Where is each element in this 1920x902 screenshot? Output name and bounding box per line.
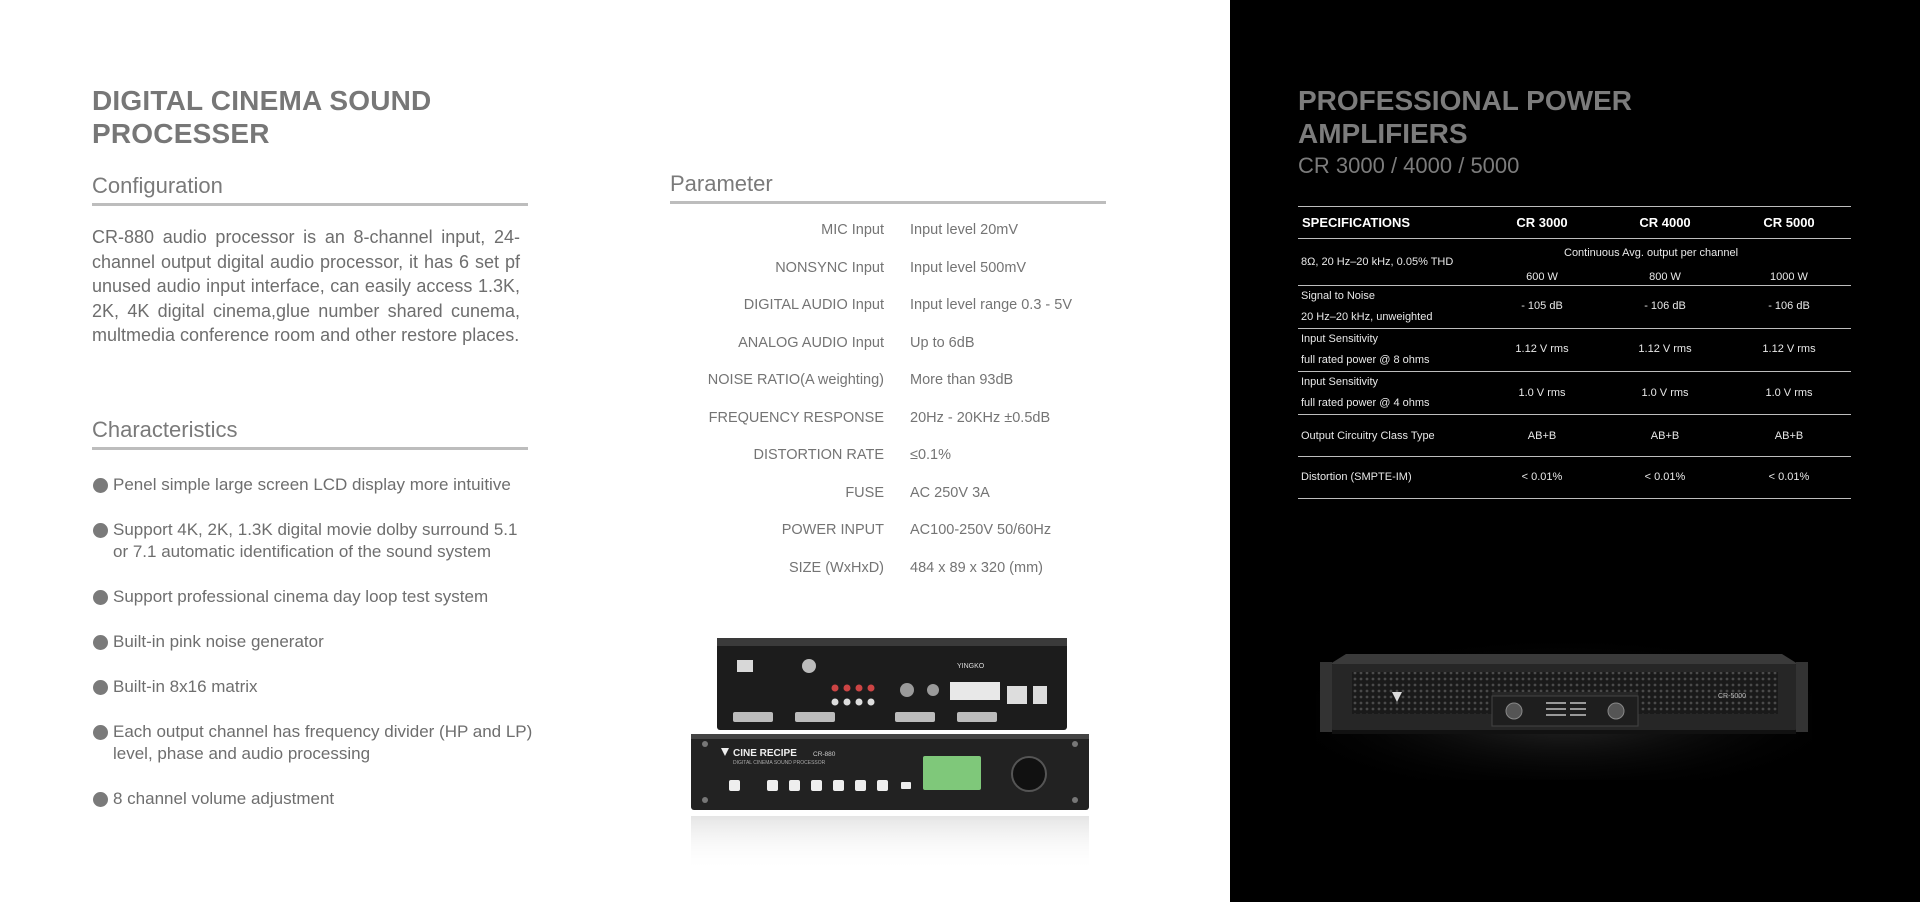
parameter-row xyxy=(670,260,1190,282)
parameter-row xyxy=(670,447,1190,469)
parameter-label: NONSYNC Input xyxy=(775,259,884,276)
bullet-icon xyxy=(93,725,108,740)
processor-subtitle-label: DIGITAL CINEMA SOUND PROCESSOR xyxy=(733,760,826,766)
characteristics-list xyxy=(92,474,612,810)
bullet-icon xyxy=(93,792,108,807)
parameter-label: DISTORTION RATE xyxy=(753,447,884,463)
amplifier-title-line1: PROFESSIONAL POWER xyxy=(1298,85,1632,116)
spec-value: 600 W xyxy=(1526,271,1558,283)
right-gain-knob-icon xyxy=(1608,703,1624,719)
processor-brand-label: CINE RECIPE xyxy=(733,748,797,759)
spec-value: 800 W xyxy=(1649,271,1681,283)
spec-value: - 105 dB xyxy=(1521,300,1563,312)
configuration-text: CR-880 audio processor is an 8-channel input, 24-channel output digital audio processor, it has 6 set pf unused audio input interface, can easily access 1.3K, 2K, 4K digital cinema,glue number shared cunema, multmedia conference room and other restore places. xyxy=(92,227,520,345)
parameter-label: ANALOG AUDIO Input xyxy=(738,334,884,351)
spec-value: < 0.01% xyxy=(1768,471,1810,483)
parameter-value: AC100-250V 50/60Hz xyxy=(910,522,1052,538)
characteristic-item: Built-in pink noise generator xyxy=(92,631,612,653)
spec-row-label: Signal to Noise xyxy=(1301,290,1375,302)
parameter-label: NOISE RATIO(A weighting) xyxy=(707,372,884,388)
spec-value: 1.12 V rms xyxy=(1638,343,1692,355)
parameter-row xyxy=(670,485,1190,507)
characteristics-heading: Characteristics xyxy=(92,417,528,450)
parameter-value: Input level 500mV xyxy=(910,259,1027,276)
parameter-row xyxy=(670,410,1190,432)
spec-row-label: Input Sensitivity xyxy=(1301,333,1379,345)
spec-value: AB+B xyxy=(1650,430,1680,442)
spec-value: 1.0 V rms xyxy=(1765,387,1813,399)
processor-title-line2: PROCESSER xyxy=(92,118,270,149)
parameter-row xyxy=(670,297,1190,319)
spec-row-sublabel: 20 Hz–20 kHz, unweighted xyxy=(1301,311,1433,323)
parameter-label: FREQUENCY RESPONSE xyxy=(708,409,884,426)
characteristic-item: Support professional cinema day loop test system xyxy=(92,586,612,608)
processor-title xyxy=(92,84,512,150)
parameter-value: More than 93dB xyxy=(910,372,1014,388)
spec-header-label: SPECIFICATIONS xyxy=(1302,215,1411,230)
amplifier-title-line2: AMPLIFIERS xyxy=(1298,118,1468,149)
spec-row-label: Distortion (SMPTE-IM) xyxy=(1301,471,1412,483)
spec-value: - 106 dB xyxy=(1644,300,1686,312)
spec-value: 1.12 V rms xyxy=(1762,343,1816,355)
amplifier-top xyxy=(1330,654,1798,664)
spec-value: 1.0 V rms xyxy=(1518,387,1566,399)
processor-title-line1: DIGITAL CINEMA SOUND xyxy=(92,85,432,116)
bullet-icon xyxy=(93,590,108,605)
spec-value: AB+B xyxy=(1527,430,1557,442)
spec-row-sublabel: full rated power @ 8 ohms xyxy=(1301,354,1430,366)
parameter-value: Input level range 0.3 - 5V xyxy=(910,297,1073,313)
spec-row-label: 8Ω, 20 Hz–20 kHz, 0.05% THD xyxy=(1301,256,1454,268)
spec-header-model: CR 5000 xyxy=(1763,215,1815,230)
bullet-icon xyxy=(93,478,108,493)
spec-row-label: Input Sensitivity xyxy=(1301,376,1379,388)
characteristic-item: Support 4K, 2K, 1.3K digital movie dolby surround 5.1 or 7.1 automatic identification of the sound system xyxy=(92,519,612,563)
amplifier-model-label: CR-5000 xyxy=(1718,693,1747,700)
parameter-row xyxy=(670,372,1190,394)
volume-knob-icon xyxy=(1012,757,1046,791)
spec-value: < 0.01% xyxy=(1644,471,1686,483)
spec-power-caption: Continuous Avg. output per channel xyxy=(1564,247,1739,259)
parameter-heading: Parameter xyxy=(670,171,1106,204)
parameter-value: 20Hz - 20KHz ±0.5dB xyxy=(910,409,1051,426)
spec-row-sublabel: full rated power @ 4 ohms xyxy=(1301,397,1430,409)
spec-value: < 0.01% xyxy=(1521,471,1563,483)
bullet-icon xyxy=(93,523,108,538)
amplifier-device-image xyxy=(1316,640,1812,780)
spec-header-model: CR 3000 xyxy=(1516,215,1568,230)
parameter-label: SIZE (WxHxD) xyxy=(788,559,884,576)
parameter-value: 484 x 89 x 320 (mm) xyxy=(910,559,1043,576)
processor-device-image xyxy=(685,632,1095,872)
parameter-value: Input level 20mV xyxy=(910,222,1019,238)
characteristic-item: Built-in 8x16 matrix xyxy=(92,676,612,698)
processor-lcd-screen xyxy=(923,756,981,790)
parameter-row xyxy=(670,222,1190,244)
spec-value: 1.0 V rms xyxy=(1641,387,1689,399)
parameter-value: AC 250V 3A xyxy=(910,484,990,501)
left-gain-knob-icon xyxy=(1506,703,1522,719)
rear-brand-label: YINGKO xyxy=(957,663,985,670)
characteristic-item: Each output channel has frequency divider (HP and LP) level, phase and audio processing xyxy=(92,721,612,765)
parameter-row xyxy=(670,335,1190,357)
parameter-value: Up to 6dB xyxy=(910,334,975,351)
spec-header-model: CR 4000 xyxy=(1639,215,1691,230)
bullet-icon xyxy=(93,680,108,695)
characteristic-item: Penel simple large screen LCD display more intuitive xyxy=(92,474,612,496)
spec-row-label: Output Circuitry Class Type xyxy=(1301,430,1435,442)
amplifier-title xyxy=(1298,84,1718,150)
spec-value: AB+B xyxy=(1774,430,1804,442)
spec-value: 1000 W xyxy=(1770,271,1808,283)
spec-value: 1.12 V rms xyxy=(1515,343,1569,355)
parameter-label: MIC Input xyxy=(821,222,884,238)
characteristic-item: 8 channel volume adjustment xyxy=(92,788,612,810)
processor-model-label: CR-880 xyxy=(813,751,836,758)
spec-value: - 106 dB xyxy=(1768,300,1810,312)
bullet-icon xyxy=(93,635,108,650)
parameter-label: FUSE xyxy=(845,484,884,501)
parameter-row xyxy=(670,560,1190,582)
amplifier-models: CR 3000 / 4000 / 5000 xyxy=(1298,153,1520,178)
parameter-label: DIGITAL AUDIO Input xyxy=(743,297,884,313)
parameter-row xyxy=(670,522,1190,544)
parameter-value: ≤0.1% xyxy=(910,447,952,463)
parameter-label: POWER INPUT xyxy=(781,522,884,538)
configuration-heading: Configuration xyxy=(92,173,528,206)
